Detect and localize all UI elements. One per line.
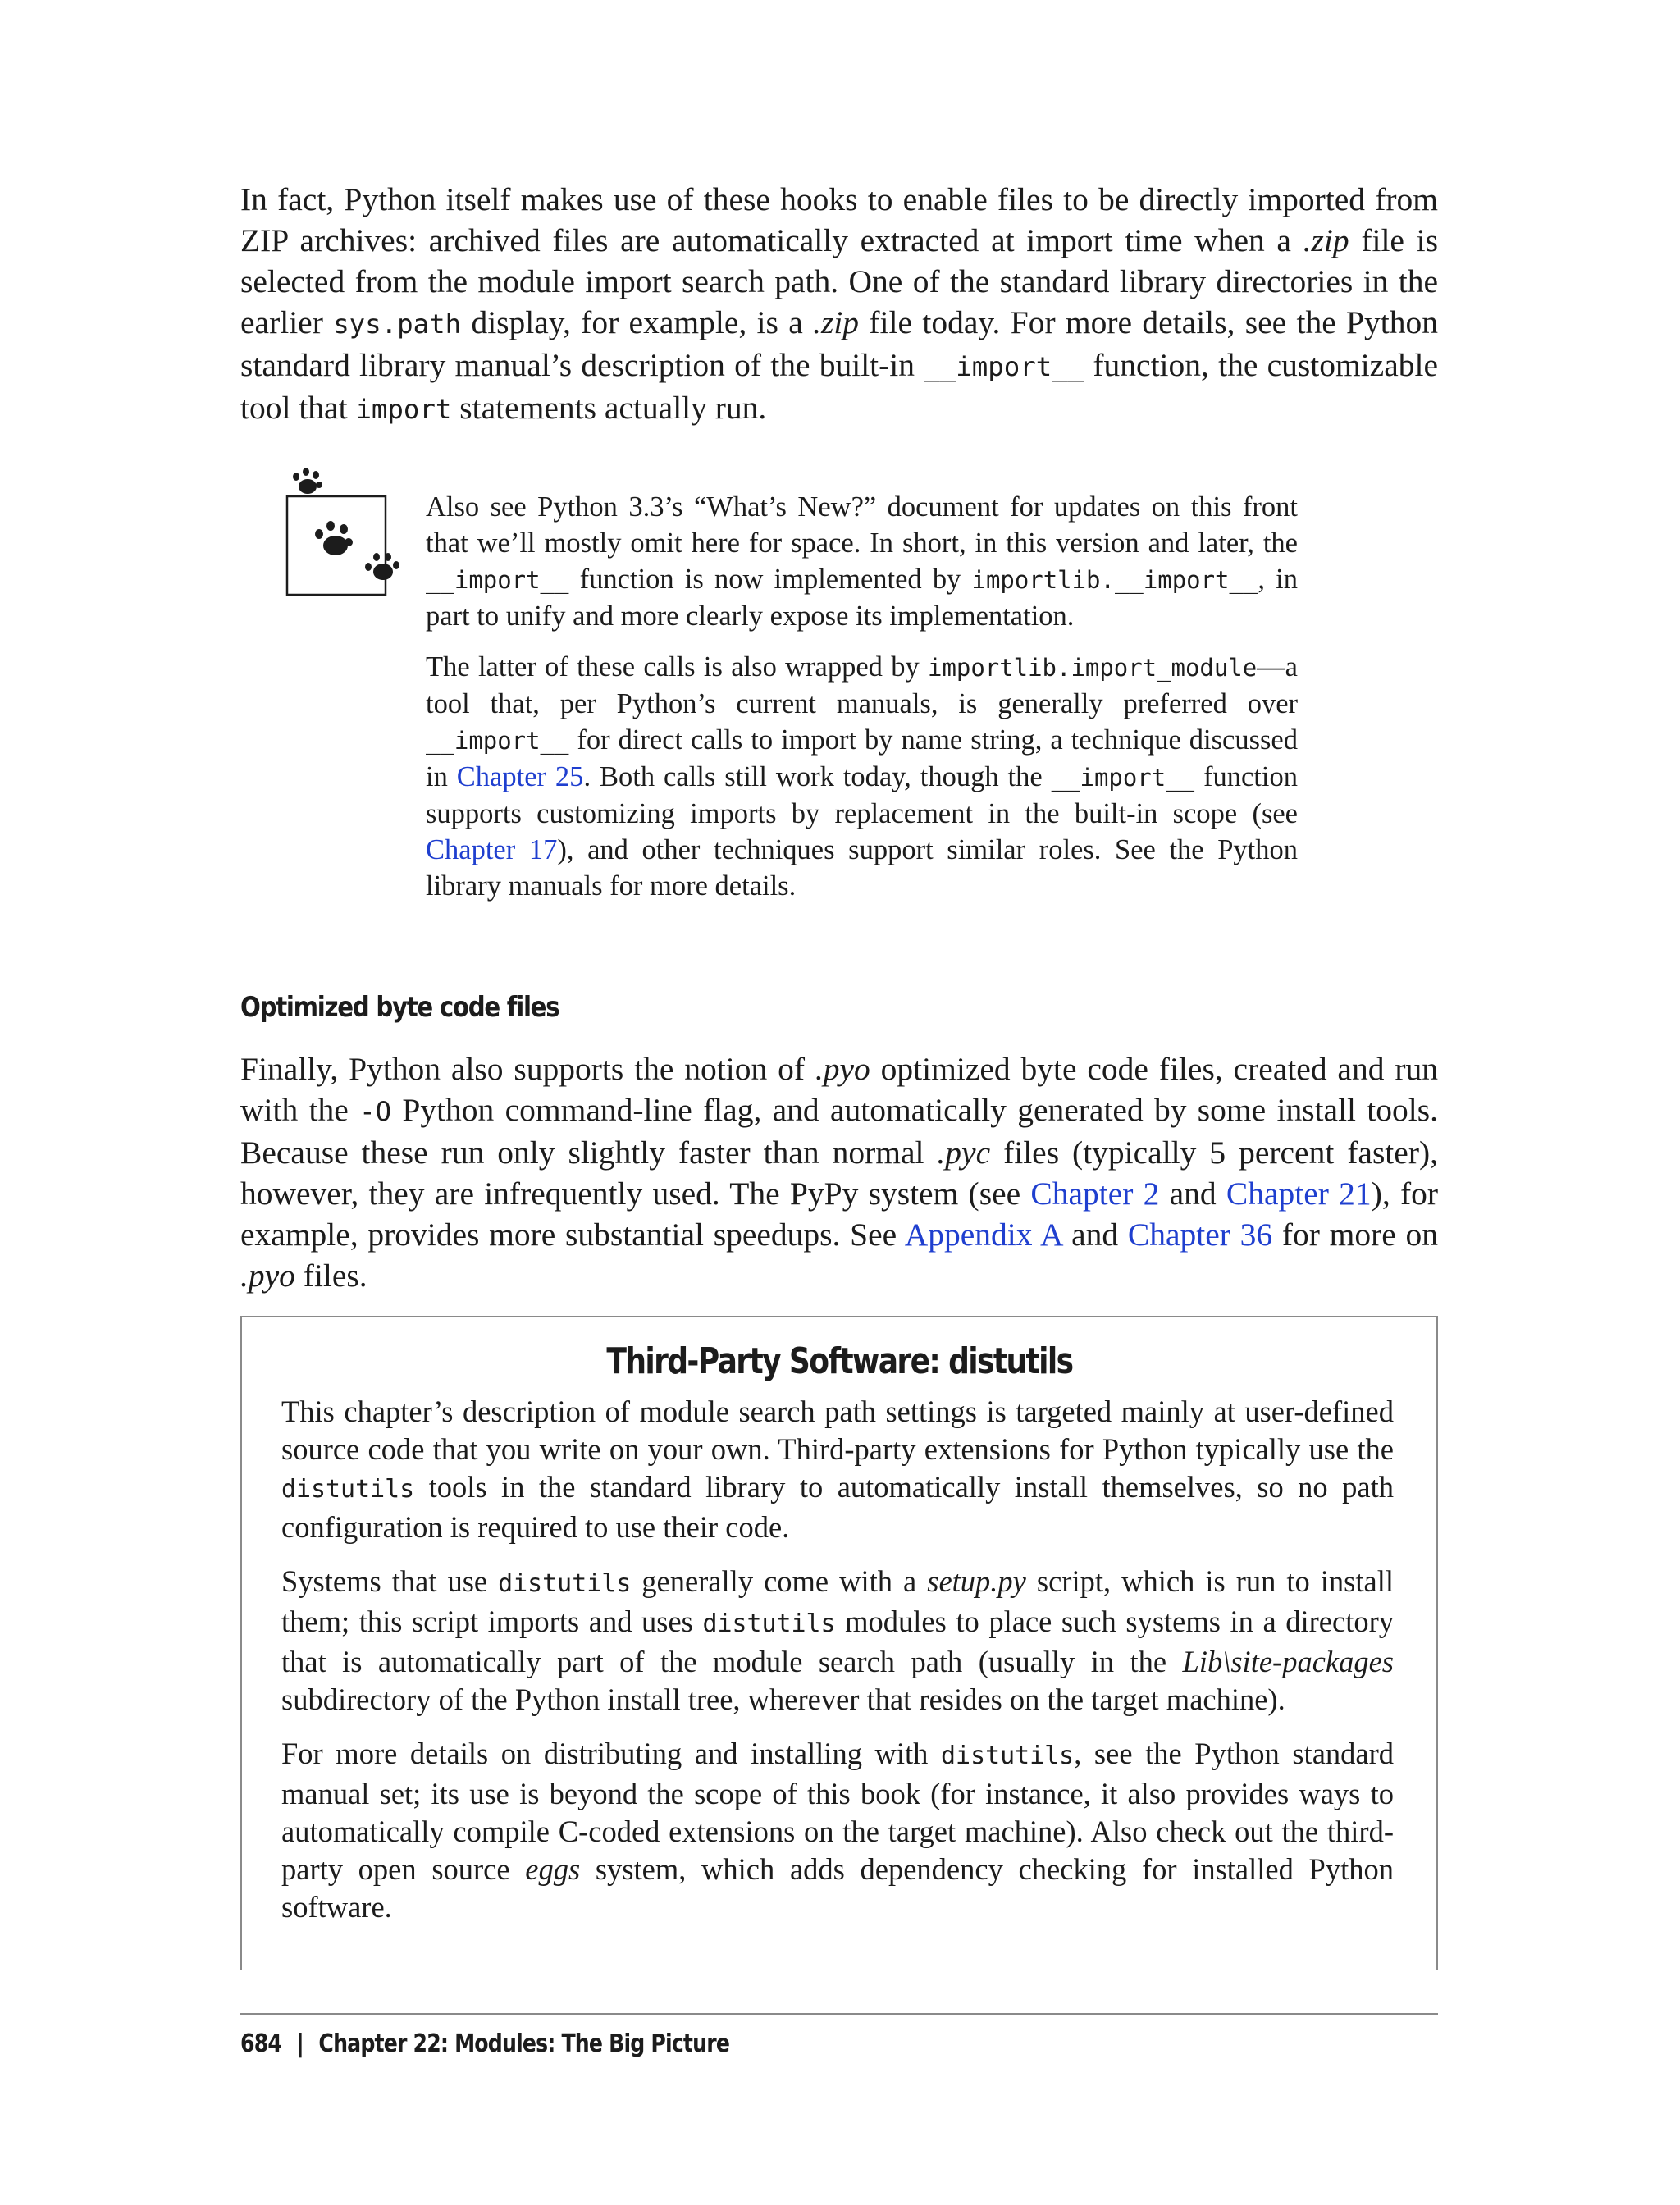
code-dunder-import: __import__ [924, 351, 1084, 382]
section-heading: Optimized byte code files [240, 991, 559, 1024]
link-chapter-36[interactable]: Chapter 36 [1127, 1217, 1273, 1253]
pyo-extension: .pyo [815, 1051, 870, 1087]
sidebar-paragraph: This chapter’s description of module search path settings is targeted mainly at user-defined source code that you write on your own. Third-party extensions for Python typically use the distutils tools in the standard library to automatically install themselves, so no path configuration is required to use their code. [281, 1395, 1394, 1544]
note-animal-tracks-icon [283, 463, 406, 603]
site-packages-path: Lib\site-packages [1182, 1645, 1394, 1678]
optimized-paragraph: Finally, Python also supports the notion of .pyo optimized byte code files, created and run with the -O Python command-line flag, and automatically generated by some install tools. Because these run only slightly faster than normal .pyc files (typically 5 percent faster), however, they are infrequently used. The PyPy system (see Chapter 2 and Chapter 21), for example, provides more substantial speedups. See Appendix A and Chapter 36 for more on .pyo files. [240, 1051, 1439, 1294]
intro-paragraph: In fact, Python itself makes use of these hooks to enable files to be directly imported from ZIP archives: archived files are automatically extracted at import time when a .zip file is selected from the module import search path. One of the standard library directories in the earlier sys.path display, for example, is a .zip file today. For more details, see the Python standard library manual’s description of the built-in __import__ function, the customizable tool that import statements actually run. [240, 181, 1439, 426]
link-chapter-25[interactable]: Chapter 25 [456, 761, 584, 792]
link-chapter-2[interactable]: Chapter 2 [1030, 1176, 1160, 1212]
sidebar-paragraph: Systems that use distutils generally come with a setup.py script, which is run to install them; this script imports and uses distutils modules to place such systems in a directory that is automatically part of the module search path (usually in the Lib\site-packages subdirectory of the Python install tree, wherever that resides on the target machine). [281, 1564, 1395, 1716]
setup-py: setup.py [927, 1564, 1026, 1598]
page-footer [240, 2029, 729, 2058]
code-distutils: distutils [941, 1742, 1075, 1770]
code-distutils: distutils [281, 1475, 415, 1504]
pyo-extension: .pyo [240, 1258, 295, 1294]
link-chapter-17[interactable]: Chapter 17 [426, 834, 558, 865]
code-sys-path: sys.path [333, 308, 462, 340]
code-import-keyword: import [355, 394, 452, 425]
code-importlib-import: importlib.__import__ [971, 566, 1258, 594]
link-chapter-21[interactable]: Chapter 21 [1226, 1176, 1372, 1212]
sidebar-box [240, 1316, 1438, 1970]
sidebar-title: Third-Party Software: distutils [605, 1340, 1073, 1382]
sidebar-paragraph: For more details on distributing and installing with distutils, see the Python standard manual set; its use is beyond the scope of this book (for instance, it also provides ways to automatically compile C-coded extensions on the target machine). Also check out the third-party open source eggs system, which adds dependency checking for installed Python software. [281, 1737, 1394, 1924]
footer-rule [240, 2013, 1438, 2015]
code-dunder-import: __import__ [426, 566, 569, 594]
footer-separator: | [296, 2029, 304, 2058]
code-O-flag: -O [359, 1096, 392, 1127]
note-block [426, 489, 1298, 919]
zip-extension: .zip [1303, 222, 1349, 258]
page-number: 684 [240, 2029, 282, 2058]
eggs-term: eggs [525, 1852, 581, 1886]
zip-extension: .zip [813, 304, 860, 340]
code-dunder-import: __import__ [1051, 764, 1195, 792]
code-importlib-import-module: importlib.import_module [928, 654, 1258, 682]
link-appendix-a[interactable]: Appendix A [904, 1217, 1062, 1253]
note-paragraph: Also see Python 3.3’s “What’s New?” document for updates on this front that we’ll mostly omit here for space. In short, in this version and later, the __import__ function is now implemented by importlib.__import__, in part to unify and more clearly expose its implementation. [426, 491, 1299, 632]
sidebar-body [281, 1393, 1394, 1942]
code-dunder-import: __import__ [426, 727, 569, 755]
chapter-title: Chapter 22: Modules: The Big Picture [318, 2029, 730, 2058]
pyc-extension: .pyc [937, 1134, 991, 1171]
code-distutils: distutils [498, 1569, 632, 1598]
note-paragraph: The latter of these calls is also wrapped by importlib.import_module—a tool that, per Python’s current manuals, is generally preferred over __import__ for direct calls to import by name string, a technique discussed in Chapter 25. Both calls still work today, though the __import__ function supports customizing imports by replacement in the built-in scope (see Chapter 17), and other techniques support similar roles. See the Python library manuals for more details. [426, 651, 1298, 902]
code-distutils: distutils [702, 1609, 836, 1638]
